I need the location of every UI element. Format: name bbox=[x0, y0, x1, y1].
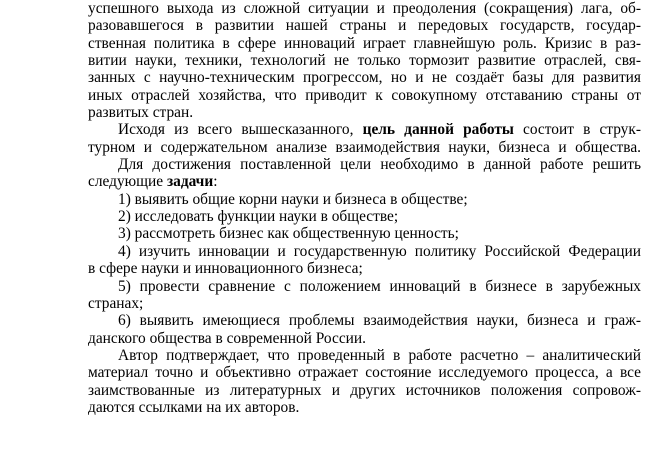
text-line: 4) изучить инновации и государственную политику Российской Федерации bbox=[118, 242, 641, 260]
text-line: 5) провести сравнение с положением инноваций в бизнесе в зарубежных bbox=[118, 277, 641, 295]
text-line: Автор подтверждает, что проведенный в работе расчетно – аналитический bbox=[118, 346, 641, 364]
text-line: 1) выявить общие корни науки и бизнеса в обществе; bbox=[118, 190, 468, 208]
text-line bbox=[88, 121, 641, 138]
text-fragment: : bbox=[213, 173, 218, 191]
text-line: странах; bbox=[88, 294, 144, 312]
text-line: турном и содержательном анализе взаимодействия науки, бизнеса и общества. bbox=[88, 138, 641, 156]
text-line: разовавшегося в развитии нашей страны и передовых государств, государ- bbox=[88, 17, 641, 35]
text-line: 6) выявить имеющиеся проблемы взаимодействия науки, бизнеса и граж- bbox=[118, 312, 641, 330]
text-line: развитых стран. bbox=[88, 104, 194, 122]
text-line bbox=[88, 173, 641, 190]
text-line: занных с научно-техническим прогрессом, но и не создаёт базы для развития bbox=[88, 69, 641, 87]
text-line: материал точно и объективно отражает состояние исследуемого процесса, а все bbox=[88, 364, 641, 382]
text-line: в сфере науки и инновационного бизнеса; bbox=[88, 260, 363, 278]
text-fragment: состоит в струк- bbox=[513, 121, 641, 139]
bold-phrase: задачи bbox=[166, 173, 214, 191]
text-line: заимствованные из литературных и других источников положения сопровож- bbox=[88, 381, 641, 399]
text-line: даются ссылками на их авторов. bbox=[88, 398, 300, 416]
text-line: успешного выхода из сложной ситуации и преодоления (сокращения) лага, об- bbox=[88, 0, 641, 17]
text-line: ственная политика в сфере инноваций играет главнейшую роль. Кризис в раз- bbox=[88, 34, 641, 52]
bold-phrase: цель данной работы bbox=[362, 121, 514, 139]
text-line: иных отраслей хозяйства, что приводит к совокупному отставанию страны от bbox=[88, 86, 641, 104]
text-fragment: Исходя из всего вышесказанного, bbox=[118, 121, 363, 139]
text-line: Для достижения поставленной цели необходимо в данной работе решить bbox=[118, 156, 641, 174]
text-line: данского общества в современной России. bbox=[88, 329, 366, 347]
text-line: 2) исследовать функции науки в обществе; bbox=[118, 208, 399, 226]
text-fragment: следующие bbox=[88, 173, 167, 191]
text-line: 3) рассмотреть бизнес как общественную ценность; bbox=[118, 225, 459, 243]
text-line: витии науки, техники, технологий не только тормозит развитие отраслей, свя- bbox=[88, 52, 641, 70]
